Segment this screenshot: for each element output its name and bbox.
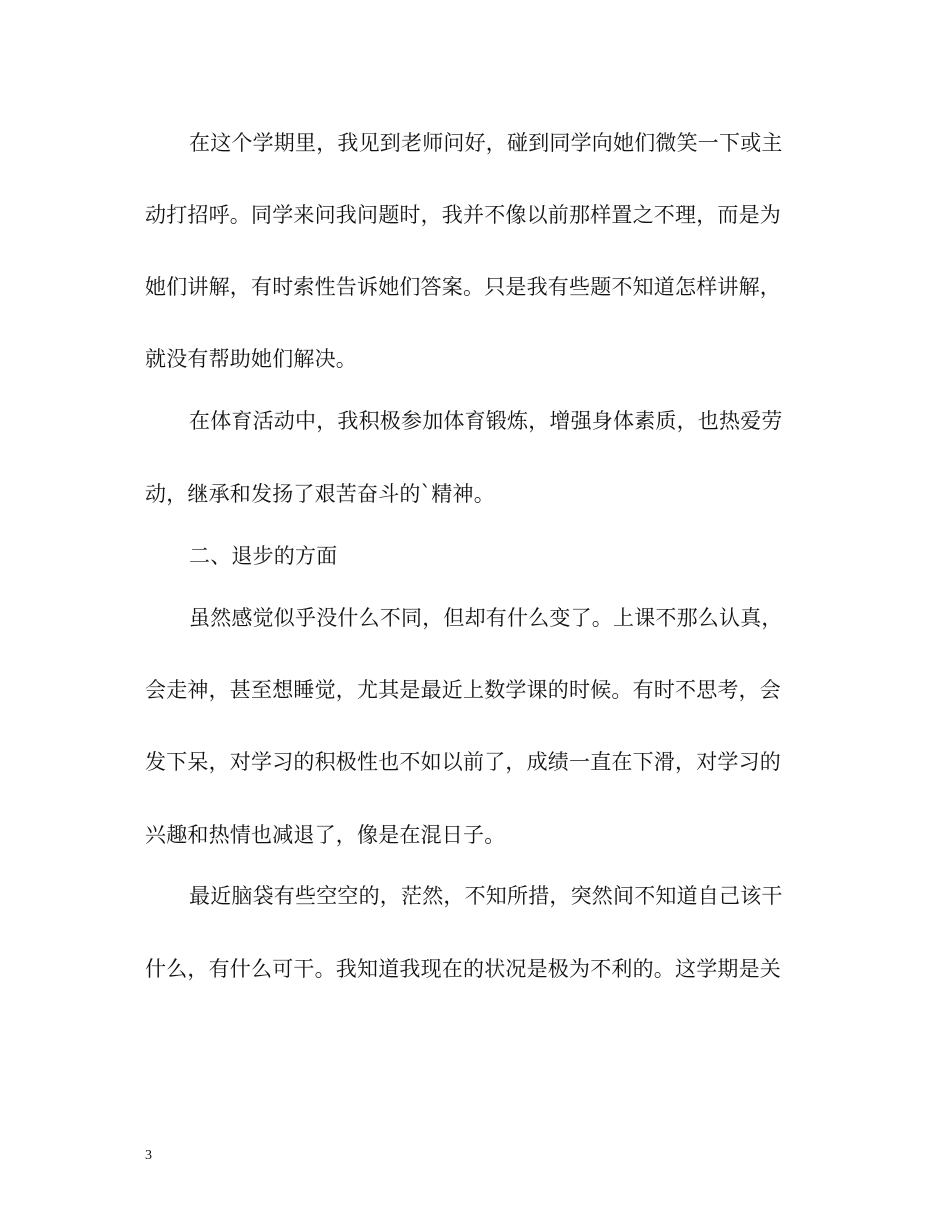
paragraph-line: 她们讲解，有时索性告诉她们答案。只是我有些题不知道怎样讲解， (145, 275, 781, 299)
paragraph-line: 兴趣和热情也减退了，像是在混日子。 (145, 823, 506, 847)
paragraph-line: 在这个学期里，我见到老师问好，碰到同学向她们微笑一下或主 (189, 131, 783, 155)
paragraph-line: 会走神，甚至想睡觉，尤其是最近上数学课的时候。有时不思考，会 (145, 678, 781, 702)
page-number: 3 (145, 1148, 152, 1163)
section-heading: 二、退步的方面 (189, 544, 338, 568)
paragraph-line: 最近脑袋有些空空的，茫然，不知所措，突然间不知道自己该干 (189, 884, 783, 908)
paragraph-line: 什么，有什么可干。我知道我现在的状况是极为不利的。这学期是关 (145, 957, 781, 981)
paragraph-line: 发下呆，对学习的积极性也不如以前了，成绩一直在下滑，对学习的 (145, 750, 781, 774)
paragraph-line: 就没有帮助她们解决。 (145, 347, 357, 371)
paragraph-line: 动，继承和发扬了艰苦奋斗的`精神。 (145, 482, 495, 506)
paragraph-line: 动打招呼。同学来问我问题时，我并不像以前那样置之不理，而是为 (145, 203, 781, 227)
paragraph-line: 在体育活动中，我积极参加体育锻炼，增强身体素质，也热爱劳 (189, 409, 783, 433)
paragraph-line: 虽然感觉似乎没什么不同，但却有什么变了。上课不那么认真， (189, 606, 783, 630)
